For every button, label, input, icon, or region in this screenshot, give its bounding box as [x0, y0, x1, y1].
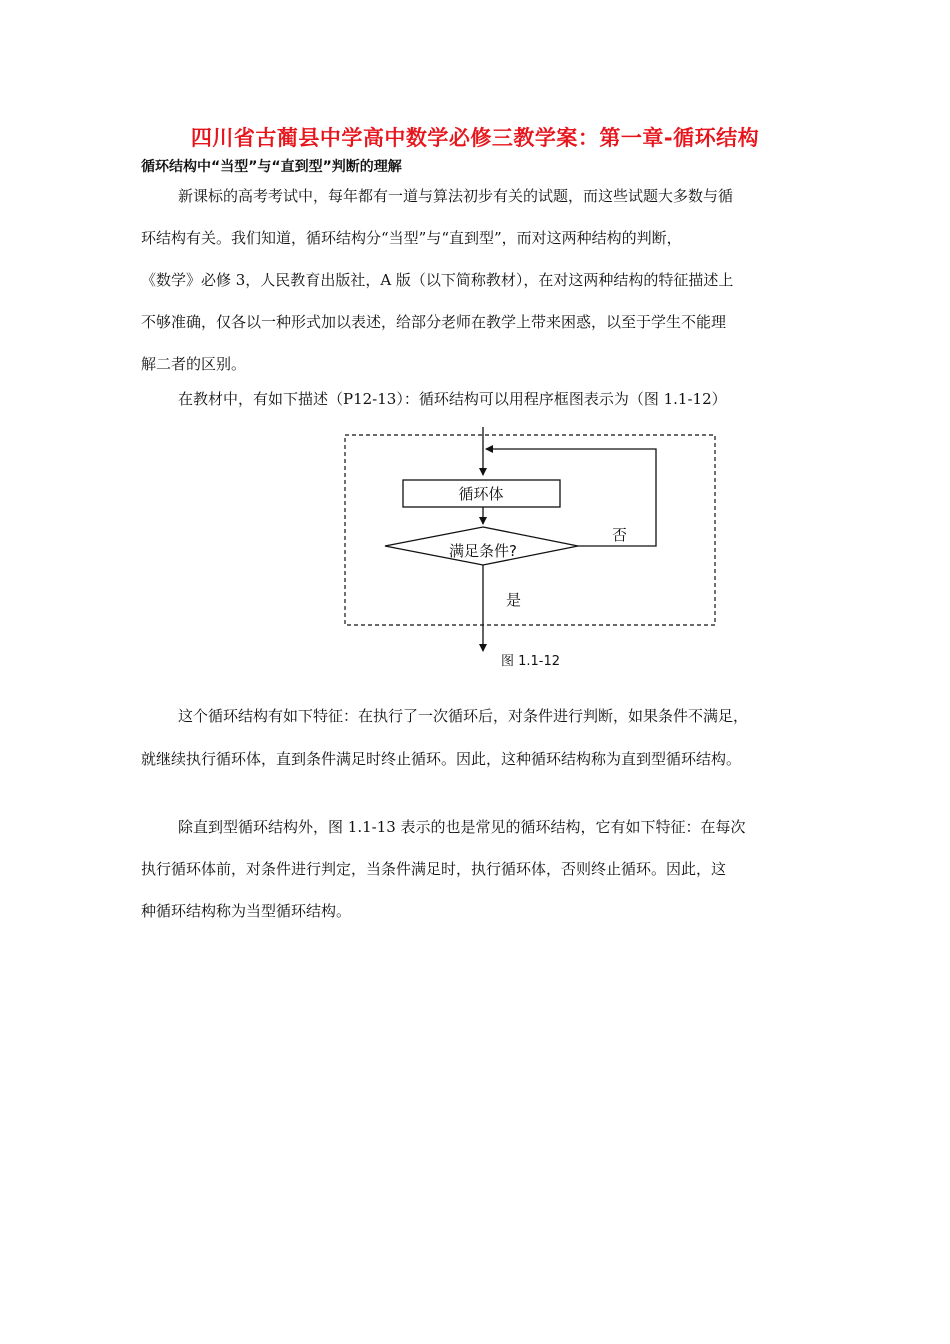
paragraph-line: 解二者的区别。 — [141, 355, 247, 373]
yes-label: 是 — [506, 591, 522, 609]
document-title: 四川省古蔺县中学高中数学必修三教学案：第一章-循环结构 — [190, 126, 760, 150]
paragraph-line: 在教材中，有如下描述（P12-13）：循环结构可以用程序框图表示为（图 1.1-12） — [178, 390, 727, 408]
paragraph-line: 新课标的高考考试中，每年都有一道与算法初步有关的试题，而这些试题大多数与循 — [178, 187, 734, 205]
figure-caption: 图 1.1-12 — [501, 654, 561, 669]
paragraph-line: 就继续执行循环体，直到条件满足时终止循环。因此，这种循环结构称为直到型循环结构。 — [141, 750, 742, 768]
loop-body-label: 循环体 — [458, 485, 504, 503]
paragraph-line: 这个循环结构有如下特征：在执行了一次循环后，对条件进行判断，如果条件不满足， — [178, 707, 749, 725]
paragraph-line: 环结构有关。我们知道，循环结构分“当型”与“直到型”，而对这两种结构的判断， — [141, 229, 682, 247]
loop-flowchart — [340, 425, 725, 675]
paragraph-line: 种循环结构称为当型循环结构。 — [141, 902, 352, 920]
dashed-boundary — [345, 435, 715, 625]
paragraph-line: 不够准确，仅各以一种形式加以表述，给部分老师在教学上带来困惑，以至于学生不能理 — [141, 313, 727, 331]
condition-label: 满足条件? — [449, 542, 517, 560]
no-label: 否 — [612, 526, 628, 544]
paragraph-line: 执行循环体前，对条件进行判定，当条件满足时，执行循环体，否则终止循环。因此，这 — [141, 860, 727, 878]
paragraph-line: 除直到型循环结构外，图 1.1-13 表示的也是常见的循环结构，它有如下特征：在每次 — [178, 818, 746, 836]
paragraph-line: 《数学》必修 3，人民教育出版社，A 版（以下简称教材），在对这两种结构的特征描述上 — [141, 271, 734, 289]
section-subtitle: 循环结构中“当型”与“直到型”判断的理解 — [141, 159, 402, 175]
